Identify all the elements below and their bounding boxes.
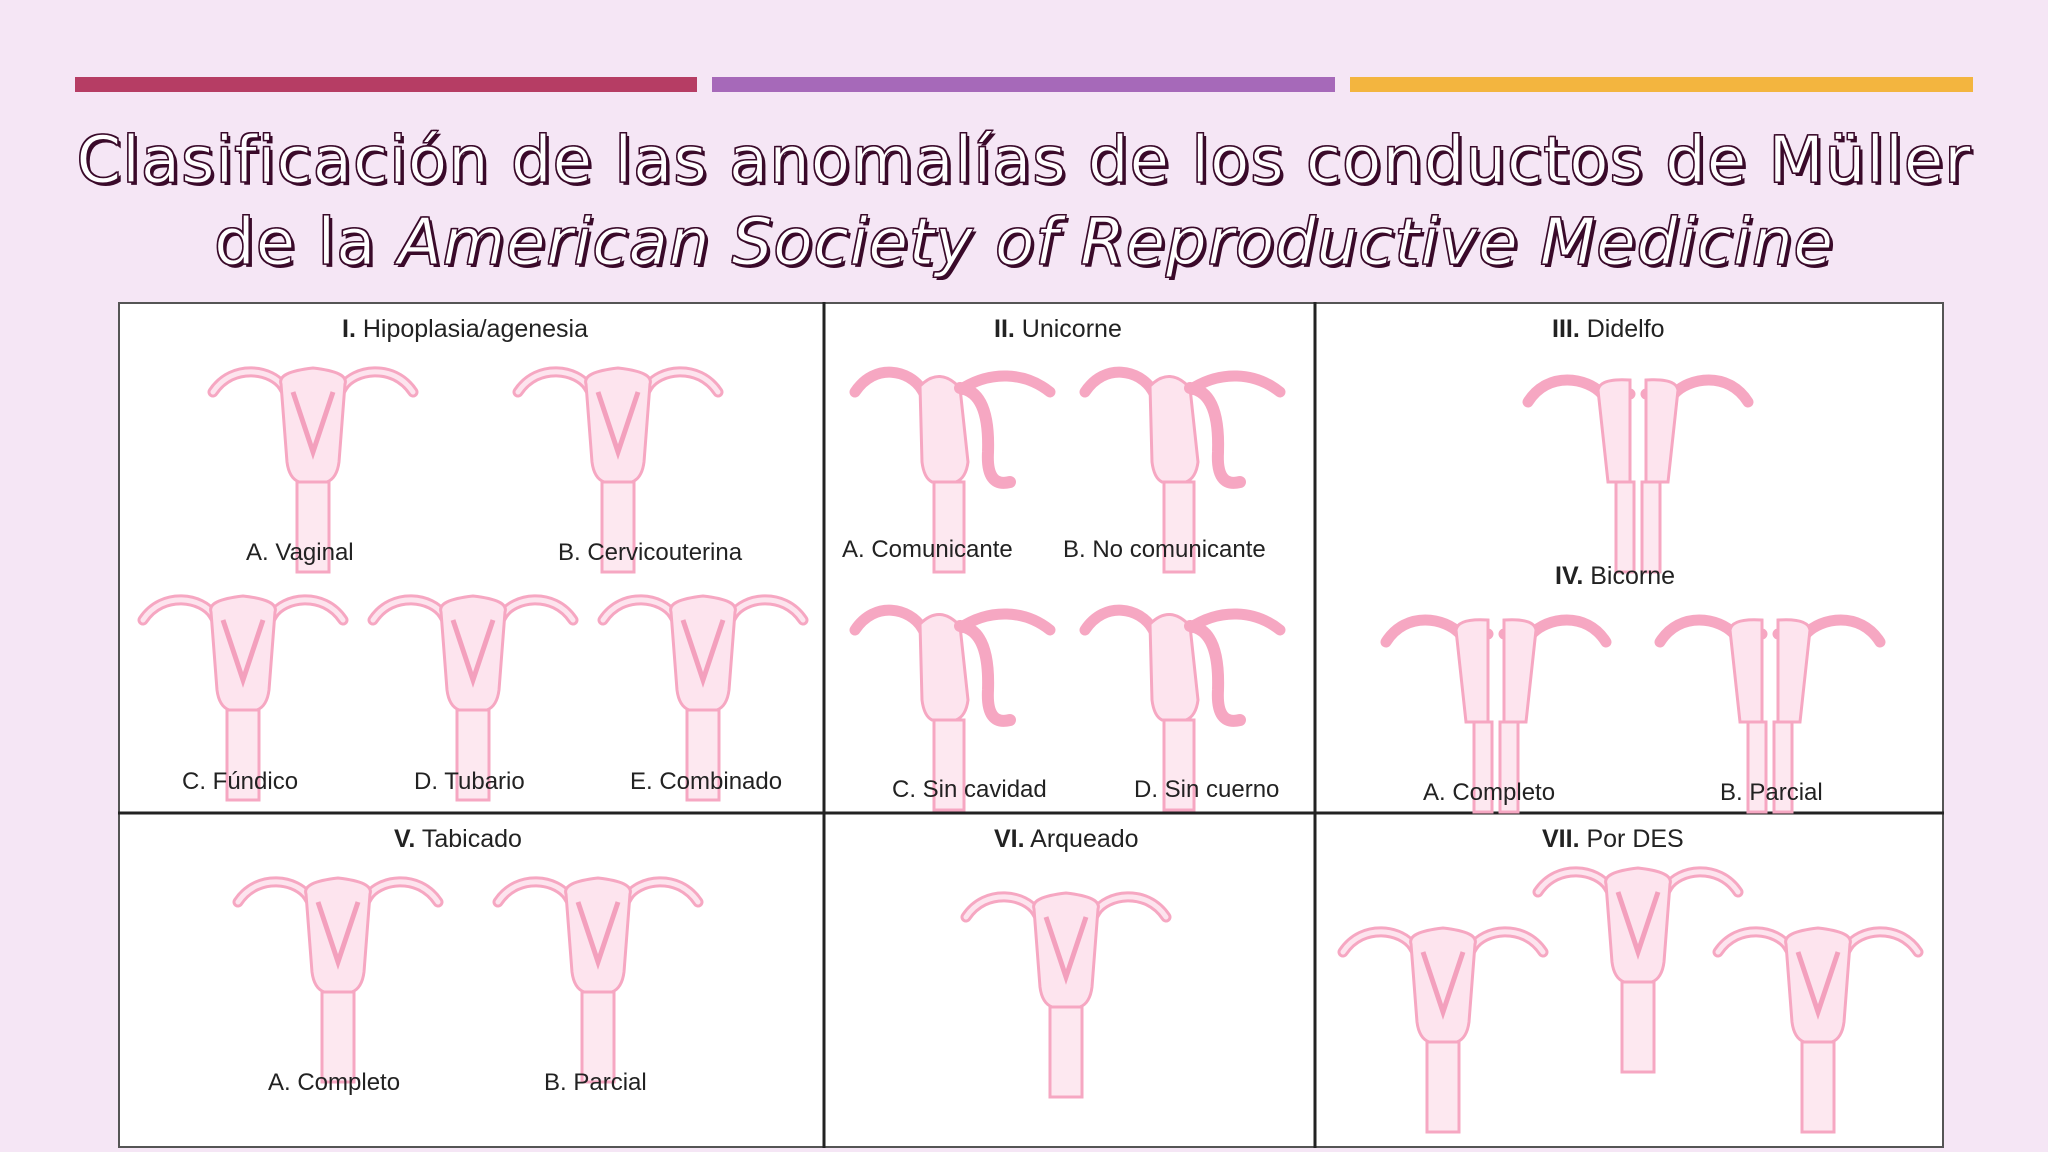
panel-didelfo-header: III. Didelfo — [1552, 315, 1665, 343]
label-comunicante: A. Comunicante — [842, 536, 1013, 563]
panel-unicorne-header: II. Unicorne — [994, 315, 1122, 343]
label-cervicouterina: B. Cervicouterina — [558, 539, 743, 566]
panel-arqueado-header: VI. Arqueado — [994, 825, 1139, 853]
label-tubario: D. Tubario — [414, 768, 525, 795]
slide-title-line2 — [0, 206, 2048, 280]
label-no-comunicante: B. No comunicante — [1063, 536, 1266, 563]
panel-por-des-header: VII. Por DES — [1542, 825, 1684, 853]
label-sin-cuerno: D. Sin cuerno — [1134, 776, 1280, 803]
label-tabicado-parcial: B. Parcial — [544, 1069, 647, 1096]
accent-bar-red — [75, 77, 697, 92]
panel-tabicado-header: V. Tabicado — [394, 825, 522, 853]
label-fundico: C. Fúndico — [182, 768, 299, 795]
mullerian-anomalies-figure — [118, 302, 1944, 1148]
title-society: American Society of Reproductive Medicine — [397, 206, 1834, 280]
label-sin-cavidad: C. Sin cavidad — [892, 776, 1047, 803]
label-bicorne-parcial: B. Parcial — [1720, 779, 1823, 806]
label-combinado: E. Combinado — [630, 768, 783, 795]
label-tabicado-completo: A. Completo — [268, 1069, 401, 1096]
label-vaginal: A. Vaginal — [246, 539, 354, 566]
panel-bicorne-header: IV. Bicorne — [1555, 562, 1675, 590]
accent-bar-purple — [712, 77, 1335, 92]
title-prefix: de la — [214, 206, 398, 280]
slide-title-line1: Clasificación de las anomalías de los conductos de Müller — [76, 124, 1972, 198]
label-bicorne-completo: A. Completo — [1423, 779, 1556, 806]
panel-hipoplasia-header: I. Hipoplasia/agenesia — [342, 315, 589, 343]
accent-bar-orange — [1350, 77, 1973, 92]
